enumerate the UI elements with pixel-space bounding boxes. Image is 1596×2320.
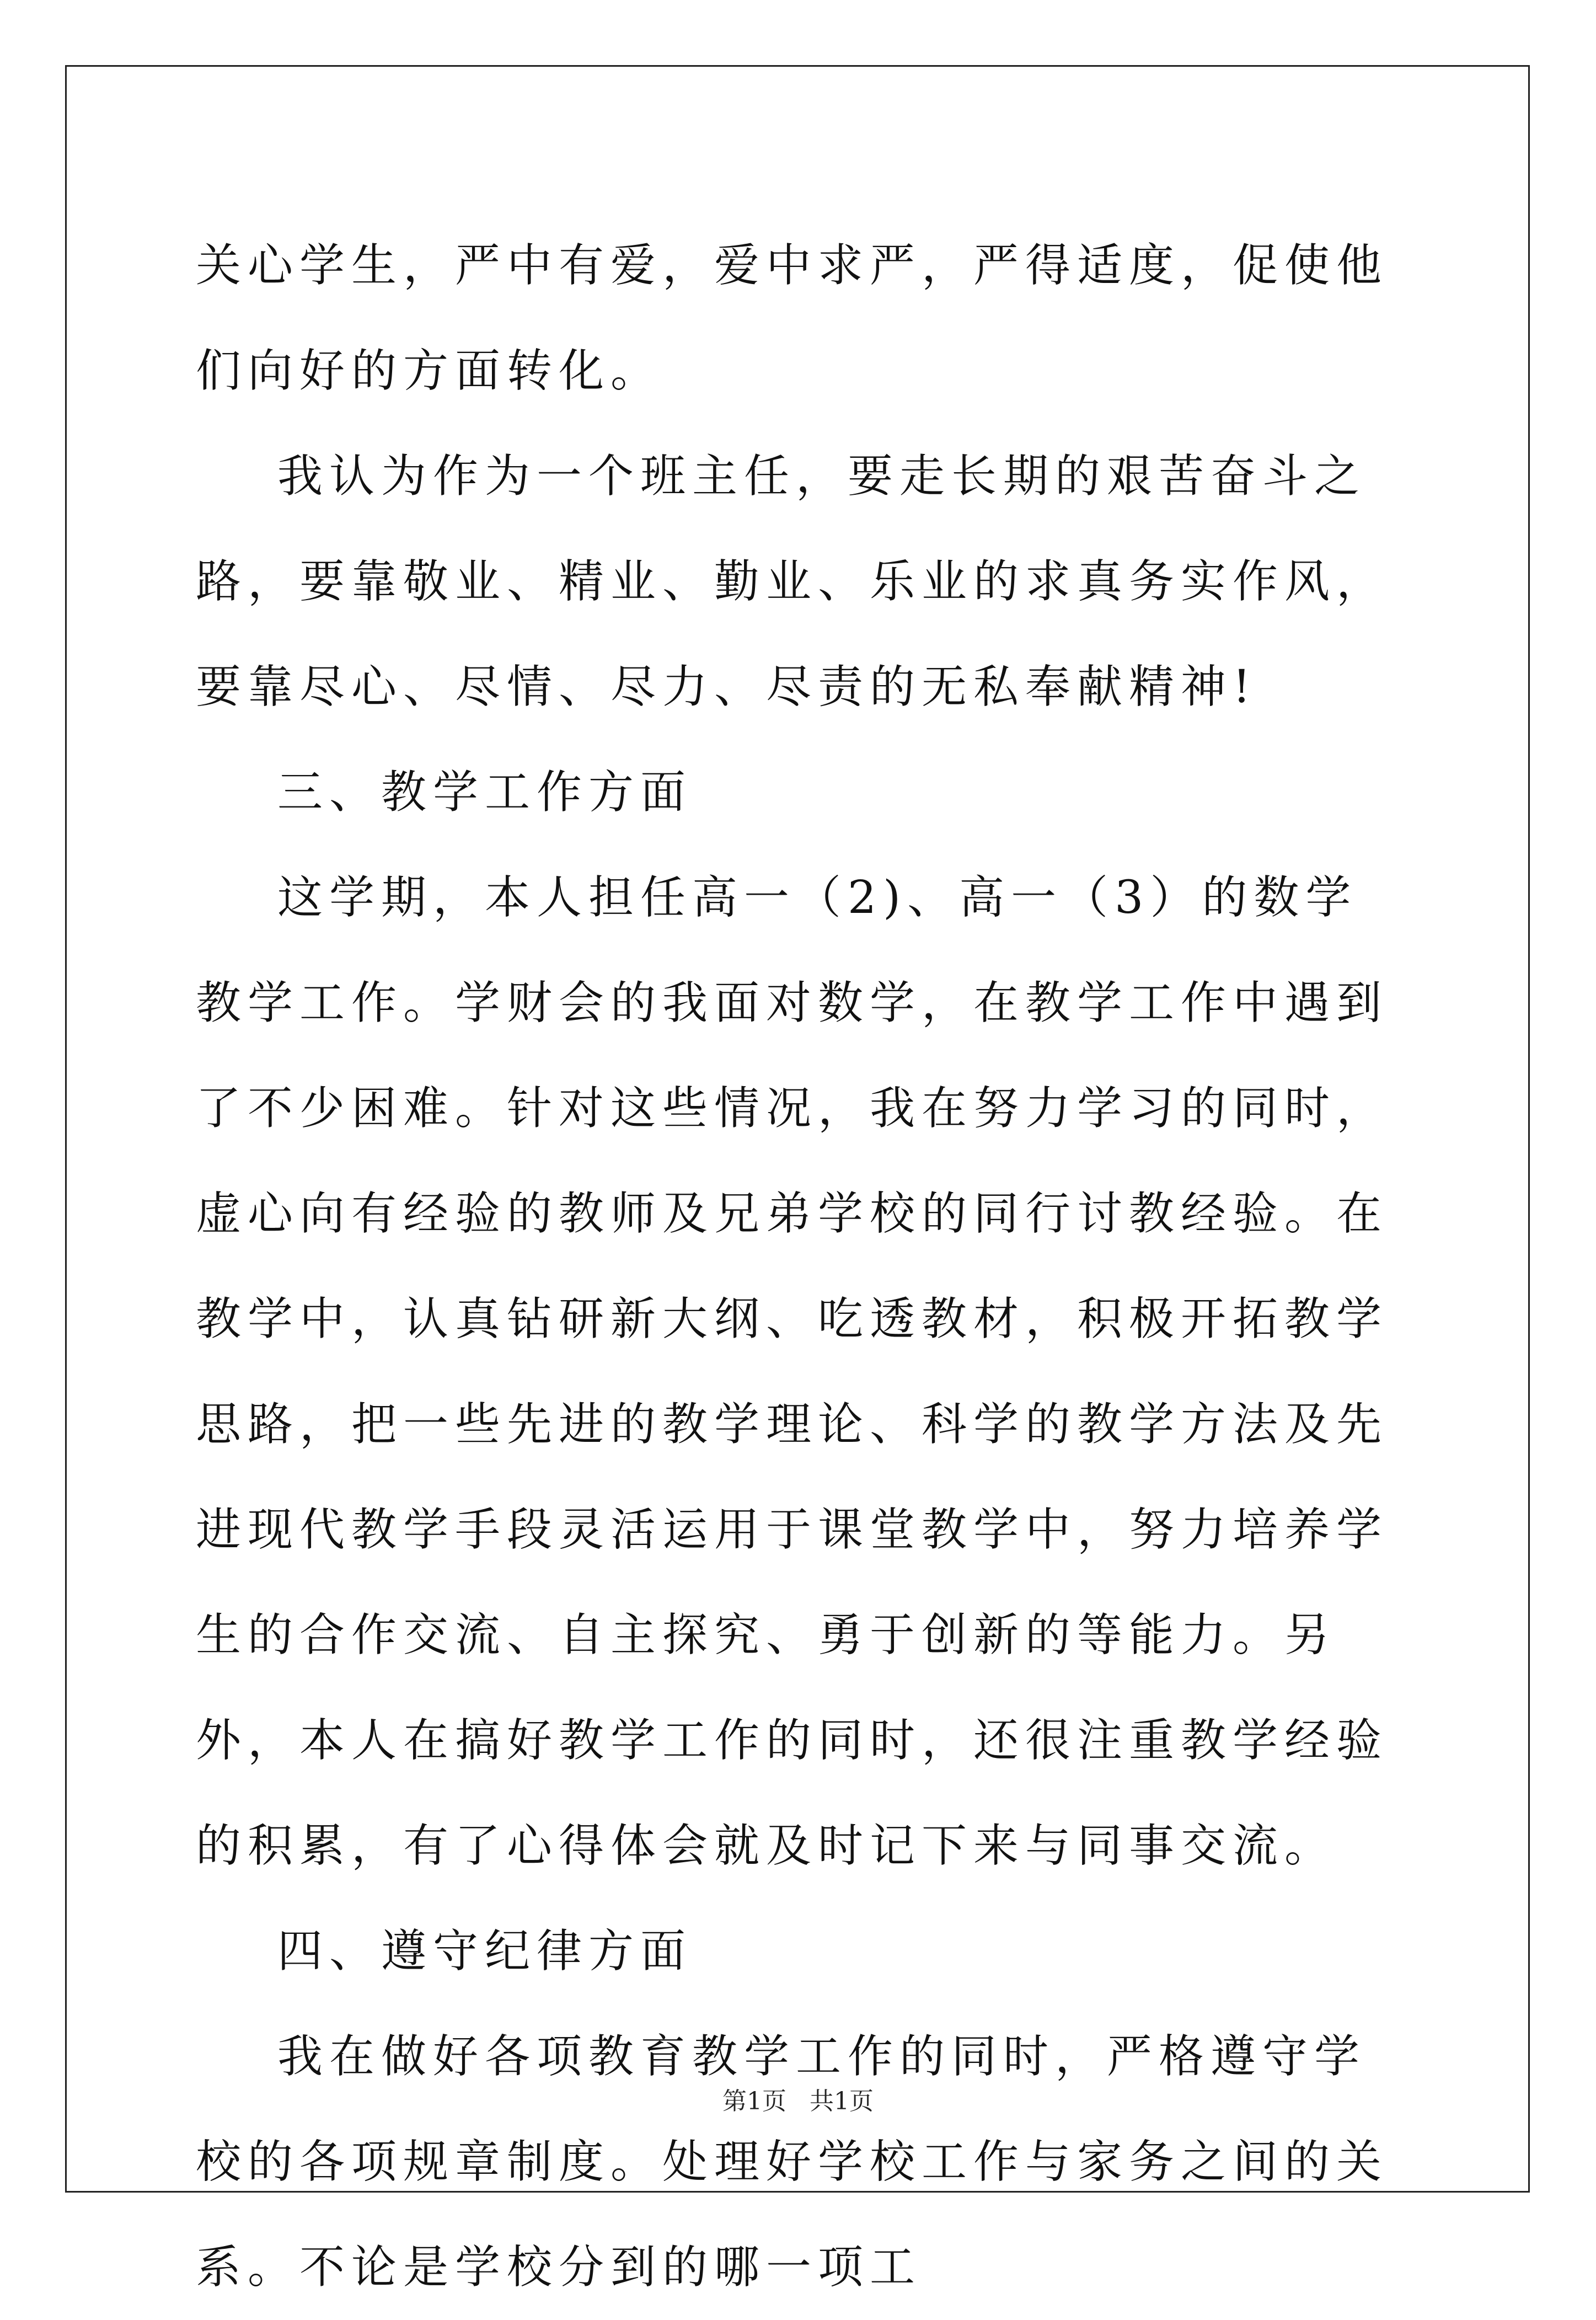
page-footer bbox=[0, 2085, 1596, 2118]
paragraph-2: 我认为作为一个班主任，要走长期的艰苦奋斗之路，要靠敬业、精业、勤业、乐业的求真务实作风，要靠尽心、尽情、尽力、尽责的无私奉献精神! bbox=[196, 450, 1389, 713]
paragraph-1: 关心学生，严中有爱，爱中求严，严得适度，促使他们向好的方面转化。 bbox=[196, 239, 1389, 397]
page-number-total: 共1页 bbox=[810, 2087, 874, 2115]
section-heading-teaching: 三、教学工作方面 bbox=[277, 766, 693, 819]
section-heading-discipline: 四、遵守纪律方面 bbox=[277, 1925, 693, 1977]
page-number-current: 第1页 bbox=[722, 2087, 786, 2115]
paragraph-discipline: 我在做好各项教育教学工作的同时，严格遵守学校的各项规章制度。处理好学校工作与家务之间的关系。不论是学校分到的哪一项工 bbox=[196, 2030, 1389, 2294]
paragraph-teaching: 这学期，本人担任高一（2)、高一（3）的数学教学工作。学财会的我面对数学，在教学工作中遇到了不少困难。针对这些情况，我在努力学习的同时，虚心向有经验的教师及兄弟学校的同行讨教经验。在教学中，认真钻研新大纲、吃透教材，积极开拓教学思路，把一些先进的教学理论、科学的教学方法及先进现代教学手段灵活运用于课堂教学中，努力培养学生的合作交流、自主探究、勇于创新的等能力。另外，本人在搞好教学工作的同时，还很注重教学经验的积累，有了心得体会就及时记下来与同事交流。 bbox=[196, 872, 1389, 1872]
document-body bbox=[196, 213, 1406, 2320]
